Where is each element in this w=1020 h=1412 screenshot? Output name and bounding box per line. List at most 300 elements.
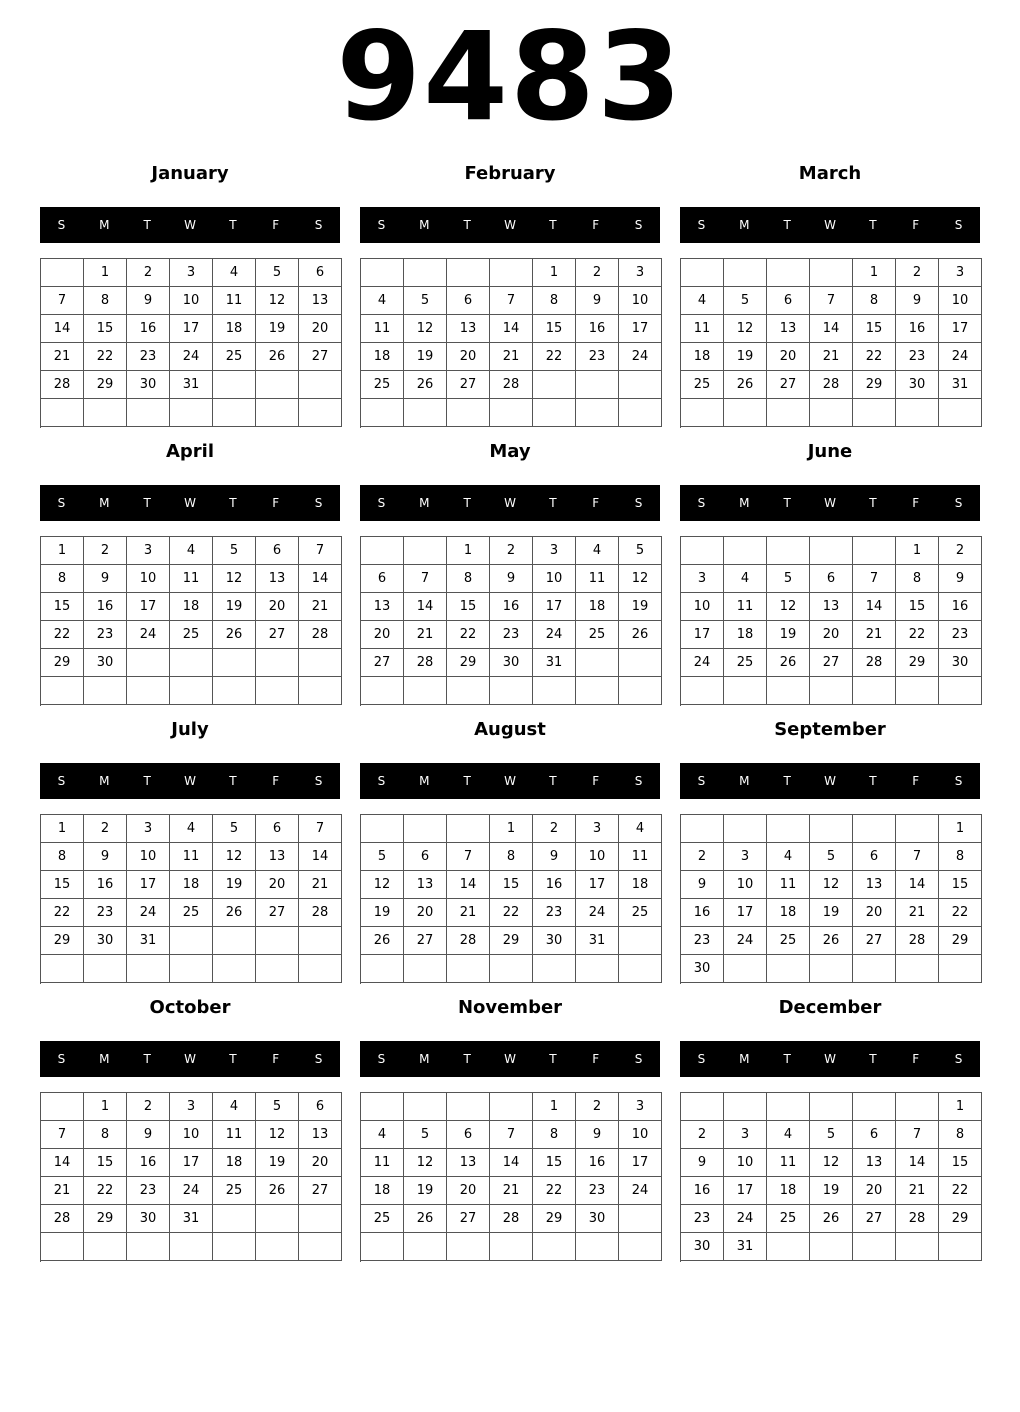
day-cell: 7 [490,1121,533,1149]
day-cell: 6 [767,287,810,315]
day-cell: 2 [681,843,724,871]
weekday-label: W [824,496,836,510]
day-cell: 18 [576,593,619,621]
weekday-label: S [697,218,706,232]
empty-day-cell [127,399,170,427]
empty-day-cell [681,399,724,427]
day-cell: 16 [576,1149,619,1177]
day-cell: 9 [681,1149,724,1177]
empty-day-cell [533,677,576,705]
day-cell: 20 [299,315,342,343]
day-cell: 14 [490,315,533,343]
weekday-header [360,1041,660,1077]
day-cell: 29 [41,927,84,955]
weekday-header [40,1041,340,1077]
day-cell: 18 [213,315,256,343]
day-cell: 9 [84,565,127,593]
weekday-label: T [229,218,237,232]
day-cell: 23 [576,343,619,371]
day-grid [680,536,982,706]
empty-day-cell [767,399,810,427]
weekday-label: T [143,218,151,232]
day-cell: 30 [127,371,170,399]
day-cell: 5 [404,1121,447,1149]
empty-day-cell [404,399,447,427]
day-cell: 26 [361,927,404,955]
day-cell: 2 [84,815,127,843]
empty-day-cell [404,259,447,287]
empty-day-cell [361,1093,404,1121]
day-cell: 19 [810,899,853,927]
day-cell: 20 [299,1149,342,1177]
empty-day-cell [896,815,939,843]
day-cell: 16 [127,315,170,343]
empty-day-cell [490,1233,533,1261]
day-cell: 25 [767,1205,810,1233]
day-cell: 27 [256,899,299,927]
day-cell: 5 [256,259,299,287]
day-grid [40,814,342,984]
weekday-label: S [57,218,66,232]
weekday-label: S [377,496,386,510]
weekday-label: M [739,1052,750,1066]
empty-day-cell [170,677,213,705]
empty-day-cell [256,677,299,705]
day-cell: 16 [127,1149,170,1177]
day-cell: 15 [939,1149,982,1177]
empty-day-cell [533,371,576,399]
day-cell: 9 [939,565,982,593]
day-cell: 9 [127,1121,170,1149]
empty-day-cell [213,677,256,705]
day-cell: 5 [810,843,853,871]
day-cell: 7 [404,565,447,593]
day-cell: 16 [681,899,724,927]
day-cell: 9 [127,287,170,315]
empty-day-cell [404,815,447,843]
empty-day-cell [213,955,256,983]
day-cell: 1 [896,537,939,565]
day-cell: 21 [896,1177,939,1205]
empty-day-cell [361,1233,404,1261]
weekday-label: T [143,774,151,788]
day-cell: 28 [896,927,939,955]
weekday-header [360,763,660,799]
day-cell: 14 [447,871,490,899]
day-cell: 6 [299,1093,342,1121]
day-cell: 24 [724,1205,767,1233]
day-cell: 8 [490,843,533,871]
day-cell: 26 [256,343,299,371]
weekday-label: S [377,218,386,232]
day-cell: 4 [767,843,810,871]
empty-day-cell [724,955,767,983]
day-cell: 30 [939,649,982,677]
month-name: October [149,997,231,1018]
weekday-label: M [99,1052,110,1066]
day-cell: 15 [533,315,576,343]
day-cell: 10 [170,287,213,315]
weekday-label: S [377,1052,386,1066]
day-cell: 27 [767,371,810,399]
day-cell: 3 [170,1093,213,1121]
day-cell: 12 [810,1149,853,1177]
empty-day-cell [447,259,490,287]
empty-day-cell [939,955,982,983]
weekday-label: T [869,1052,877,1066]
empty-day-cell [299,677,342,705]
day-cell: 17 [619,1149,662,1177]
day-cell: 18 [361,1177,404,1205]
weekday-label: M [419,218,430,232]
day-cell: 28 [853,649,896,677]
month-name: November [457,997,563,1018]
weekday-label: M [739,496,750,510]
day-cell: 9 [576,1121,619,1149]
day-cell: 18 [361,343,404,371]
day-cell: 22 [939,1177,982,1205]
day-cell: 4 [767,1121,810,1149]
weekday-label: F [592,496,600,510]
day-cell: 7 [299,815,342,843]
empty-day-cell [533,399,576,427]
empty-day-cell [41,955,84,983]
empty-day-cell [256,371,299,399]
weekday-label: T [783,774,791,788]
day-cell: 24 [533,621,576,649]
day-cell: 17 [127,593,170,621]
day-cell: 4 [170,815,213,843]
day-cell: 6 [361,565,404,593]
day-cell: 14 [299,843,342,871]
day-grid [680,1092,982,1262]
weekday-label: W [824,1052,836,1066]
weekday-label: W [504,1052,516,1066]
day-cell: 24 [724,927,767,955]
empty-day-cell [170,955,213,983]
day-grid [360,258,662,428]
day-cell: 8 [41,843,84,871]
weekday-header [40,207,340,243]
day-cell: 23 [490,621,533,649]
day-cell: 28 [299,899,342,927]
empty-day-cell [576,649,619,677]
day-cell: 5 [724,287,767,315]
day-cell: 23 [896,343,939,371]
empty-day-cell [170,927,213,955]
day-cell: 22 [41,621,84,649]
weekday-label: S [314,496,323,510]
day-cell: 16 [681,1177,724,1205]
empty-day-cell [810,955,853,983]
day-cell: 6 [256,815,299,843]
day-cell: 25 [170,899,213,927]
empty-day-cell [767,1093,810,1121]
day-grid [40,536,342,706]
day-cell: 13 [256,565,299,593]
day-cell: 23 [939,621,982,649]
day-cell: 2 [127,1093,170,1121]
day-cell: 6 [853,843,896,871]
day-cell: 29 [896,649,939,677]
empty-day-cell [490,677,533,705]
day-cell: 20 [853,899,896,927]
day-cell: 11 [361,315,404,343]
day-cell: 5 [213,815,256,843]
day-cell: 10 [724,1149,767,1177]
day-grid [680,258,982,428]
day-cell: 26 [810,927,853,955]
day-cell: 10 [127,565,170,593]
day-cell: 10 [724,871,767,899]
day-cell: 30 [533,927,576,955]
weekday-label: T [783,496,791,510]
day-cell: 5 [256,1093,299,1121]
day-cell: 21 [299,871,342,899]
weekday-label: F [272,774,280,788]
day-cell: 15 [84,315,127,343]
day-cell: 7 [41,287,84,315]
day-cell: 26 [256,1177,299,1205]
day-cell: 20 [447,1177,490,1205]
empty-day-cell [84,677,127,705]
empty-day-cell [256,1233,299,1261]
day-cell: 21 [447,899,490,927]
weekday-label: S [314,218,323,232]
day-cell: 30 [576,1205,619,1233]
day-cell: 19 [361,899,404,927]
weekday-label: W [184,1052,196,1066]
day-cell: 23 [127,1177,170,1205]
day-cell: 20 [361,621,404,649]
day-cell: 19 [213,871,256,899]
day-cell: 29 [84,371,127,399]
day-cell: 13 [447,315,490,343]
empty-day-cell [810,537,853,565]
empty-day-cell [213,371,256,399]
weekday-label: T [869,218,877,232]
day-cell: 26 [810,1205,853,1233]
day-cell: 13 [299,287,342,315]
empty-day-cell [447,1093,490,1121]
weekday-header [360,207,660,243]
day-cell: 1 [84,1093,127,1121]
day-cell: 5 [619,537,662,565]
empty-day-cell [41,399,84,427]
empty-day-cell [619,927,662,955]
day-cell: 31 [170,1205,213,1233]
day-cell: 7 [896,1121,939,1149]
day-cell: 21 [490,343,533,371]
weekday-label: F [592,1052,600,1066]
weekday-label: T [143,1052,151,1066]
day-cell: 2 [896,259,939,287]
weekday-label: F [912,496,920,510]
empty-day-cell [767,1233,810,1261]
weekday-label: T [783,1052,791,1066]
day-cell: 1 [490,815,533,843]
empty-day-cell [127,1233,170,1261]
weekday-label: S [697,496,706,510]
empty-day-cell [213,649,256,677]
day-cell: 21 [41,343,84,371]
day-cell: 9 [533,843,576,871]
day-cell: 6 [404,843,447,871]
day-cell: 23 [127,343,170,371]
day-cell: 8 [939,843,982,871]
empty-day-cell [619,399,662,427]
day-cell: 2 [576,1093,619,1121]
day-cell: 2 [939,537,982,565]
day-cell: 16 [84,871,127,899]
empty-day-cell [84,399,127,427]
day-cell: 17 [724,899,767,927]
day-cell: 12 [619,565,662,593]
weekday-label: T [463,218,471,232]
empty-day-cell [299,1205,342,1233]
day-cell: 14 [853,593,896,621]
empty-day-cell [681,815,724,843]
day-cell: 27 [447,1205,490,1233]
day-cell: 17 [170,1149,213,1177]
day-cell: 27 [853,927,896,955]
weekday-label: T [549,774,557,788]
day-cell: 22 [896,621,939,649]
empty-day-cell [213,1205,256,1233]
day-cell: 26 [404,371,447,399]
day-cell: 24 [576,899,619,927]
weekday-label: S [57,496,66,510]
empty-day-cell [896,399,939,427]
day-cell: 28 [404,649,447,677]
empty-day-cell [576,1233,619,1261]
weekday-header [680,763,980,799]
month-name: January [151,163,229,184]
weekday-label: T [229,774,237,788]
day-cell: 29 [939,1205,982,1233]
day-cell: 19 [619,593,662,621]
empty-day-cell [767,955,810,983]
day-cell: 28 [299,621,342,649]
day-cell: 17 [127,871,170,899]
day-cell: 7 [896,843,939,871]
weekday-label: M [99,496,110,510]
day-cell: 15 [84,1149,127,1177]
empty-day-cell [256,399,299,427]
day-cell: 25 [767,927,810,955]
empty-day-cell [170,399,213,427]
empty-day-cell [404,537,447,565]
day-cell: 11 [361,1149,404,1177]
day-cell: 12 [256,1121,299,1149]
weekday-label: M [419,1052,430,1066]
day-cell: 8 [939,1121,982,1149]
empty-day-cell [41,1233,84,1261]
day-cell: 26 [213,899,256,927]
empty-day-cell [404,1233,447,1261]
empty-day-cell [490,399,533,427]
day-cell: 15 [41,593,84,621]
weekday-label: S [634,774,643,788]
day-cell: 30 [490,649,533,677]
day-cell: 19 [256,1149,299,1177]
month-name: August [474,719,546,740]
day-cell: 14 [490,1149,533,1177]
day-cell: 15 [939,871,982,899]
day-cell: 1 [447,537,490,565]
day-cell: 24 [939,343,982,371]
day-cell: 2 [576,259,619,287]
day-cell: 11 [170,843,213,871]
day-cell: 12 [213,843,256,871]
empty-day-cell [939,1233,982,1261]
weekday-label: M [419,496,430,510]
day-cell: 16 [896,315,939,343]
month-name: March [798,163,862,184]
day-cell: 12 [724,315,767,343]
weekday-label: S [954,496,963,510]
day-cell: 12 [404,315,447,343]
day-cell: 6 [447,287,490,315]
day-cell: 13 [361,593,404,621]
weekday-label: M [419,774,430,788]
day-cell: 25 [170,621,213,649]
day-cell: 24 [170,343,213,371]
day-cell: 19 [404,343,447,371]
weekday-label: W [824,218,836,232]
day-cell: 10 [939,287,982,315]
day-cell: 13 [853,1149,896,1177]
weekday-label: F [272,496,280,510]
day-cell: 19 [810,1177,853,1205]
empty-day-cell [361,677,404,705]
empty-day-cell [810,259,853,287]
day-cell: 10 [576,843,619,871]
day-cell: 26 [619,621,662,649]
day-cell: 20 [447,343,490,371]
day-cell: 19 [213,593,256,621]
empty-day-cell [810,815,853,843]
empty-day-cell [767,537,810,565]
day-cell: 26 [213,621,256,649]
day-cell: 22 [447,621,490,649]
day-cell: 30 [127,1205,170,1233]
day-cell: 28 [896,1205,939,1233]
empty-day-cell [810,677,853,705]
empty-day-cell [361,955,404,983]
empty-day-cell [681,259,724,287]
day-cell: 1 [533,1093,576,1121]
day-cell: 21 [404,621,447,649]
empty-day-cell [619,1205,662,1233]
day-cell: 2 [127,259,170,287]
empty-day-cell [576,399,619,427]
day-cell: 28 [41,1205,84,1233]
weekday-label: F [272,1052,280,1066]
day-cell: 10 [533,565,576,593]
day-cell: 30 [84,649,127,677]
day-cell: 25 [213,1177,256,1205]
day-cell: 30 [84,927,127,955]
day-cell: 7 [853,565,896,593]
empty-day-cell [447,1233,490,1261]
day-cell: 31 [127,927,170,955]
day-cell: 25 [361,371,404,399]
empty-day-cell [361,259,404,287]
day-cell: 25 [681,371,724,399]
empty-day-cell [256,927,299,955]
day-cell: 7 [490,287,533,315]
